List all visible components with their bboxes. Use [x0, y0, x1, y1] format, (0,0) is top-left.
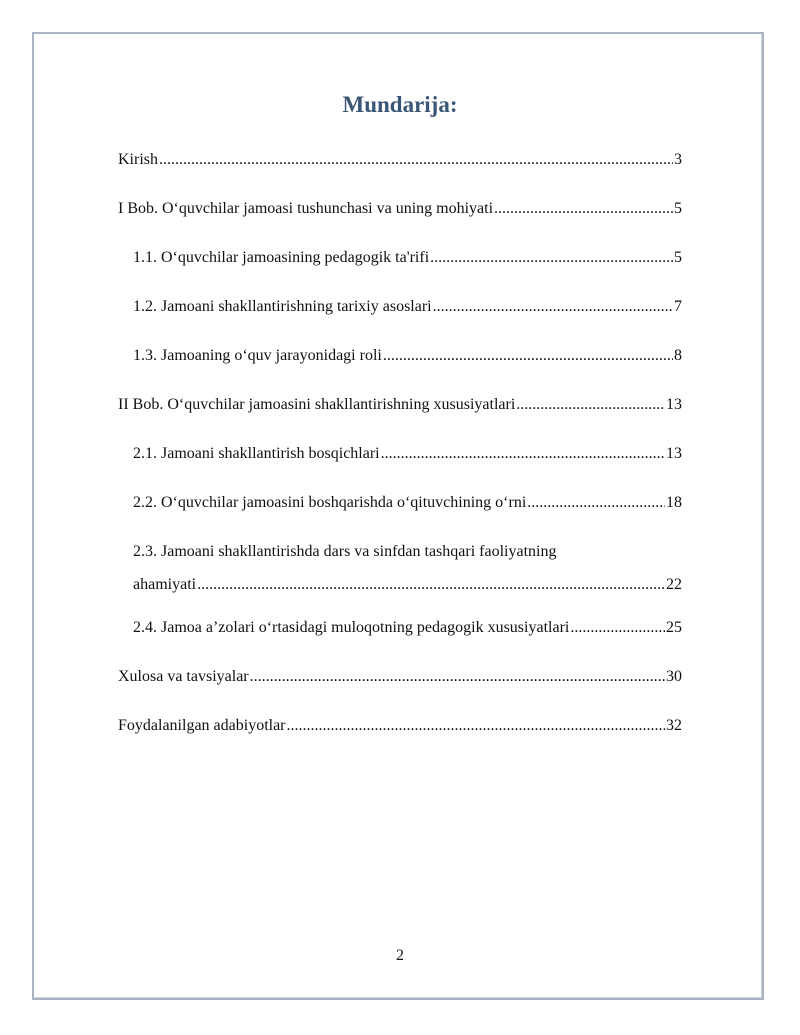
toc-entry-label: 1.2. Jamoani shakllantirishning tarixiy asoslari — [133, 298, 432, 315]
toc-entry-1-1[interactable] — [118, 244, 682, 293]
toc-entry-label: II Bob. O‘quvchilar jamoasini shakllantirishning xususiyatlari — [118, 396, 516, 413]
toc-entry-conclusion[interactable] — [118, 663, 682, 712]
toc-entry-1-2[interactable] — [118, 293, 682, 342]
toc-entry-label: 1.1. O‘quvchilar jamoasining pedagogik ta'rifi — [133, 249, 430, 266]
toc-entry-page: 8 — [674, 347, 682, 364]
toc-entry-page: 7 — [674, 298, 682, 315]
toc-dot-leader — [570, 614, 665, 641]
toc-dot-leader — [494, 195, 673, 222]
toc-entry-2-1[interactable] — [118, 440, 682, 489]
toc-dot-leader — [433, 293, 673, 320]
toc-entry-chapter-2[interactable] — [118, 391, 682, 440]
toc-dot-leader — [197, 565, 665, 605]
toc-entry-label: I Bob. O‘quvchilar jamoasi tushunchasi va uning mohiyati — [118, 200, 494, 217]
toc-entry-page: 5 — [674, 249, 682, 266]
toc-entry-references[interactable] — [118, 712, 682, 761]
toc-entry-label: Kirish — [118, 151, 158, 168]
toc-entry-label: 2.3. Jamoani shakllantirishda dars va sinfdan tashqari faoliyatning — [133, 543, 557, 560]
toc-entry-2-3[interactable] — [118, 538, 682, 614]
toc-dot-leader — [516, 391, 665, 418]
toc-entry-2-2[interactable] — [118, 489, 682, 538]
toc-entry-page: 22 — [666, 576, 682, 593]
toc-dot-leader — [381, 440, 665, 467]
toc-entry-page: 3 — [674, 151, 682, 168]
table-of-contents — [118, 146, 682, 761]
toc-entry-label: Xulosa va tavsiyalar — [118, 668, 249, 685]
toc-entry-page: 13 — [666, 396, 682, 413]
toc-dot-leader — [430, 244, 673, 271]
toc-entry-page: 30 — [666, 668, 682, 685]
toc-dot-leader — [250, 663, 665, 690]
toc-dot-leader — [159, 146, 673, 173]
toc-entry-page: 5 — [674, 200, 682, 217]
toc-entry-page: 13 — [666, 445, 682, 462]
toc-entry-label: 2.1. Jamoani shakllantirish bosqichlari — [133, 445, 380, 462]
toc-entry-kirish[interactable] — [118, 146, 682, 195]
toc-entry-2-4[interactable] — [118, 614, 682, 663]
toc-dot-leader — [527, 489, 665, 516]
toc-entry-label: Foydalanilgan adabiyotlar — [118, 717, 286, 734]
toc-dot-leader — [287, 712, 665, 739]
toc-entry-page: 18 — [666, 494, 682, 511]
toc-entry-label: 1.3. Jamoaning o‘quv jarayonidagi roli — [133, 347, 382, 364]
page-number: 2 — [396, 947, 404, 964]
toc-entry-page: 25 — [666, 619, 682, 636]
toc-entry-page: 32 — [666, 717, 682, 734]
toc-entry-label-continued: ahamiyati — [133, 576, 197, 593]
toc-entry-1-3[interactable] — [118, 342, 682, 391]
toc-entry-label: 2.2. O‘quvchilar jamoasini boshqarishda o‘qituvchining o‘rni — [133, 494, 527, 511]
page-title: Mundarija: — [342, 92, 458, 117]
toc-entry-chapter-1[interactable] — [118, 195, 682, 244]
toc-entry-continuation — [133, 565, 682, 614]
toc-dot-leader — [383, 342, 673, 369]
toc-entry-label: 2.4. Jamoa a’zolari o‘rtasidagi muloqotning pedagogik xususiyatlari — [133, 619, 570, 636]
